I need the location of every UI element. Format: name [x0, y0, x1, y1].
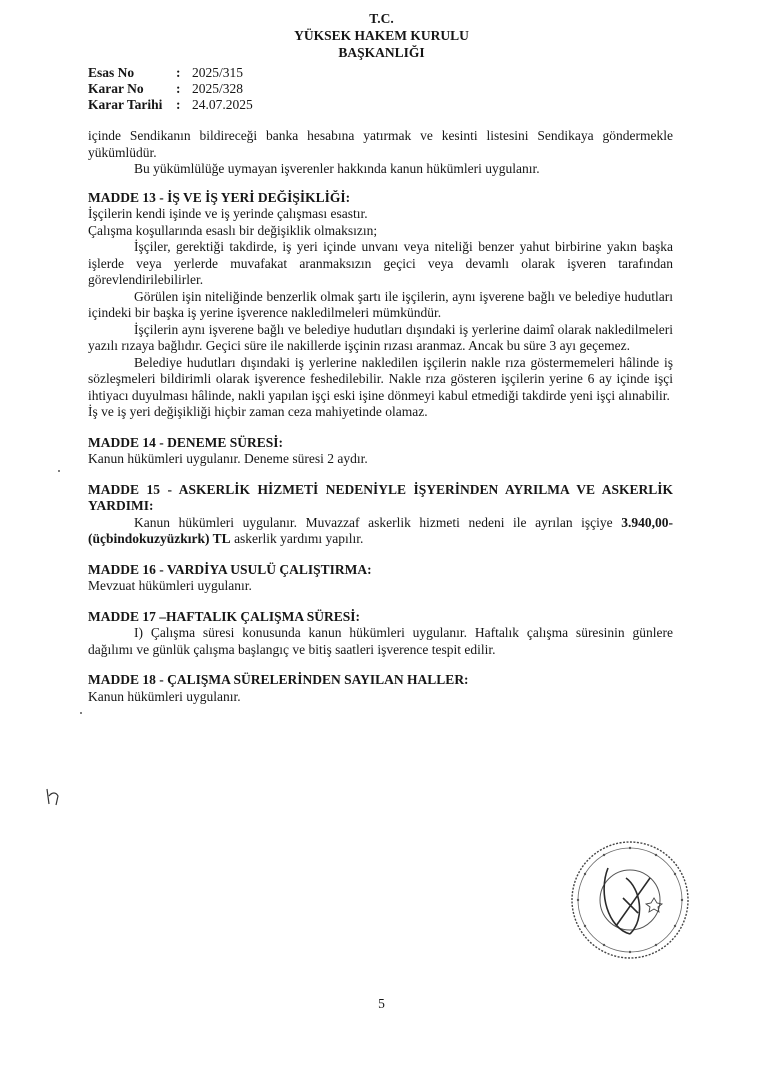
meta-value: 24.07.2025 — [192, 97, 253, 112]
handwritten-margin-mark — [44, 786, 62, 808]
meta-colon: : — [176, 65, 181, 80]
paragraph: Kanun hükümleri uygulanır. Deneme süresi 2 aydır. — [88, 451, 368, 466]
paragraph: İşçiler, gerektiği takdirde, iş yeri içinde unvanı veya niteliği benzer yahut birbirine yakın başka işlerde veya yerlerde muvafakat aranmaksızın geçici veya devamlı olarak işveren tarafından görevlendirilebilirler. — [88, 239, 673, 287]
meta-label: Esas No — [88, 65, 135, 80]
header-tc: T.C. — [369, 11, 394, 26]
scan-speck — [58, 470, 60, 472]
article-16-heading: MADDE 16 - VARDİYA USULÜ ÇALIŞTIRMA: — [88, 561, 372, 577]
paragraph: Mevzuat hükümleri uygulanır. — [88, 578, 252, 593]
meta-colon: : — [176, 97, 181, 112]
paragraph: Bu yükümlülüğe uymayan işverenler hakkında kanun hükümleri uygulanır. — [134, 161, 540, 176]
article-14-heading: MADDE 14 - DENEME SÜRESİ: — [88, 434, 284, 450]
meta-label: Karar Tarihi — [88, 97, 163, 112]
article-18-heading: MADDE 18 - ÇALIŞMA SÜRELERİNDEN SAYILAN HALLER: — [88, 672, 469, 687]
meta-row-esas — [88, 65, 253, 81]
paragraph: Çalışma koşullarında esaslı bir değişiklik olmaksızın; — [88, 222, 378, 238]
header-office: BAŞKANLIĞI — [338, 45, 425, 60]
case-metadata — [88, 65, 253, 113]
official-seal — [568, 838, 692, 962]
aid-amount: 3.940,00-(üçbindokuzyüzkırk) TL — [88, 514, 673, 546]
paragraph: içinde Sendikanın bildireceği banka hesabına yatırmak ve kesinti listesini Sendikaya göndermekle yükümlüdür. — [88, 128, 673, 160]
document-body — [88, 128, 673, 705]
scan-speck — [80, 712, 82, 714]
article-15-text-end: askerlik yardımı yapılır. — [230, 531, 364, 546]
paragraph: İş ve iş yeri değişikliği hiçbir zaman ceza mahiyetinde olamaz. — [88, 404, 428, 419]
header-institution: YÜKSEK HAKEM KURULU — [294, 28, 469, 43]
article-15-heading: MADDE 15 - ASKERLİK HİZMETİ NEDENİYLE İŞYERİNDEN AYRILMA VE ASKERLİK YARDIMI: — [88, 481, 673, 513]
paragraph: İşçilerin aynı işverene bağlı ve belediye hudutları dışındaki iş yerlerine daimî olarak nakledilmeleri yazılı rızaya bağlıdır. Geçici süre ile nakillerde işçinin rızası aranmaz. Ancak bu süre 3 ayı geçemez. — [88, 321, 673, 353]
article-17-heading: MADDE 17 –HAFTALIK ÇALIŞMA SÜRESİ: — [88, 608, 361, 624]
meta-value: 2025/328 — [192, 81, 244, 96]
article-15-text: Kanun hükümleri uygulanır. Muvazzaf askerlik hizmeti nedeni ile ayrılan işçiye — [134, 514, 613, 530]
paragraph: Kanun hükümleri uygulanır. — [88, 688, 241, 704]
document-header — [0, 10, 763, 61]
paragraph — [88, 515, 673, 548]
meta-row-karar — [88, 81, 253, 97]
meta-colon: : — [176, 81, 181, 96]
paragraph: I) Çalışma süresi konusunda kanun hükümleri uygulanır. Haftalık çalışma süresinin günlere dağılımı ve günlük çalışma başlangıç ve bitiş saatleri işverence tespit edilir. — [88, 625, 673, 657]
meta-row-tarih — [88, 97, 253, 113]
meta-label: Karar No — [88, 81, 144, 96]
paragraph: İşçilerin kendi işinde ve iş yerinde çalışması esastır. — [88, 206, 368, 221]
paragraph: Görülen işin niteliğinde benzerlik olmak şartı ile işçilerin, aynı işverene bağlı ve belediye hudutları içindeki bir başka iş yerine işverence nakledilmeleri mümkündür. — [88, 288, 673, 320]
page-number: 5 — [378, 996, 385, 1011]
article-13-heading: MADDE 13 - İŞ VE İŞ YERİ DEĞİŞİKLİĞİ: — [88, 189, 351, 205]
meta-value: 2025/315 — [192, 65, 244, 80]
paragraph: Belediye hudutları dışındaki iş yerlerine nakledilen işçilerin nakle rıza göstermemeleri hâlinde iş sözleşmeleri bildirimli olarak işverence feshedilebilir. Nakle rıza gösteren işçilerin yerine 6 ay içinde işçi ihtiyacı duyulması hâlinde, nakli yapılan işçi eski işine dönmeyi kabul etmediği takdirde yeni işçi alınabilir. — [88, 354, 673, 403]
